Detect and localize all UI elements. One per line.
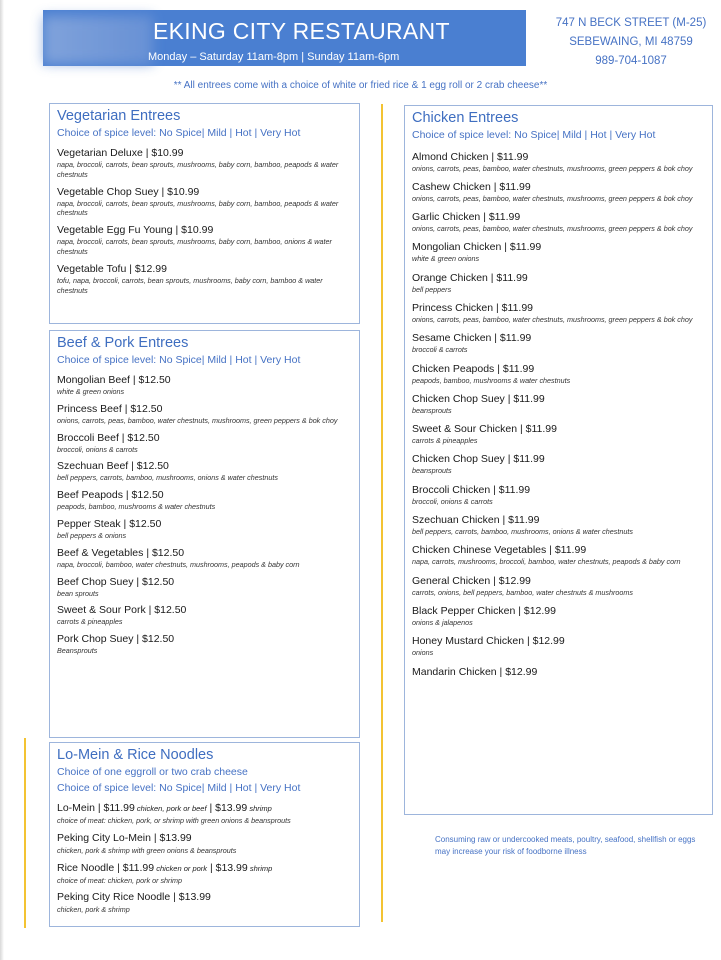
menu-item-description: chicken, pork & shrimp with green onions & beansprouts <box>57 845 237 855</box>
menu-item-name: Sweet & Sour Pork | $12.50 <box>57 604 187 617</box>
menu-item-name <box>57 861 359 876</box>
spice-level-note: Choice of spice level: No Spice| Mild | Hot | Very Hot <box>412 129 656 141</box>
section-title: Lo-Mein & Rice Noodles <box>57 747 214 763</box>
menu-item <box>57 488 359 512</box>
address-line-2: SEBEWAING, MI 48759 <box>569 36 693 48</box>
menu-item-name: Vegetable Egg Fu Young | $10.99 <box>57 224 214 237</box>
meat-option-note: chicken or pork <box>154 863 208 873</box>
menu-item <box>57 402 359 426</box>
meat-option-note: chicken, pork or beef <box>134 804 207 813</box>
menu-item-name <box>57 831 359 846</box>
menu-item-description: carrots, onions, bell peppers, bamboo, water chestnuts & mushrooms <box>412 587 633 597</box>
menu-item-description: onions, carrots, peas, bamboo, water chestnuts, mushrooms, green peppers & bok choy <box>57 415 338 425</box>
menu-item-name: Chicken Chinese Vegetables | $11.99 <box>412 544 587 557</box>
price-text: Peking City Rice Noodle | $13.99 <box>57 891 211 904</box>
menu-item-description: onions, carrots, peas, bamboo, water chestnuts, mushrooms, green peppers & bok choy <box>412 193 693 203</box>
menu-item-name: Mongolian Chicken | $11.99 <box>412 241 542 254</box>
menu-item-name: Black Pepper Chicken | $12.99 <box>412 604 556 617</box>
menu-item-description: choice of meat: chicken, pork or shrimp <box>57 875 183 885</box>
menu-item <box>412 180 712 204</box>
menu-item-name: Garlic Chicken | $11.99 <box>412 211 521 224</box>
menu-item-description: onions & jalapenos <box>412 617 473 627</box>
menu-item-name: Vegetarian Deluxe | $10.99 <box>57 147 184 159</box>
menu-item-description: onions, carrots, peas, bamboo, water chestnuts, mushrooms, green peppers & bok choy <box>412 224 693 234</box>
phone-number: 989-704-1087 <box>595 55 667 67</box>
spice-level-note: Choice of spice level: No Spice| Mild | Hot | Very Hot <box>57 354 301 366</box>
menu-item <box>412 150 712 174</box>
menu-item-description: napa, broccoli, bamboo, water chestnuts, mushrooms, peapods & baby corn <box>57 559 300 569</box>
menu-item-description: napa, carrots, mushrooms, broccoli, bamboo, water chestnuts, peapods & baby corn <box>412 557 681 567</box>
menu-item <box>57 603 359 627</box>
menu-item <box>412 210 712 234</box>
menu-item <box>412 422 712 446</box>
menu-item-description: choice of meat: chicken, pork, or shrimp with green onions & beansprouts <box>57 816 291 825</box>
menu-item <box>57 575 359 599</box>
menu-item-name: Broccoli Beef | $12.50 <box>57 431 160 444</box>
menu-item-name: Sweet & Sour Chicken | $11.99 <box>412 423 557 436</box>
menu-item <box>412 301 712 325</box>
menu-item <box>412 634 712 658</box>
menu-item-name: Vegetable Chop Suey | $10.99 <box>57 185 200 198</box>
menu-item <box>57 185 359 219</box>
menu-item <box>57 517 359 541</box>
menu-item-name: Pepper Steak | $12.50 <box>57 517 162 530</box>
menu-item-name: Almond Chicken | $11.99 <box>412 150 529 163</box>
menu-item-description: peapods, bamboo, mushrooms & water chestnuts <box>57 502 216 512</box>
eggroll-choice-note: Choice of one eggroll or two crab cheese <box>57 766 248 778</box>
price-text: Peking City Lo-Mein | $13.99 <box>57 831 192 844</box>
menu-item-description: onions, carrots, peas, bamboo, water chestnuts, mushrooms, green peppers & bok choy <box>412 314 693 324</box>
menu-item <box>412 331 712 355</box>
menu-item <box>412 574 712 598</box>
business-hours: Monday – Saturday 11am-8pm | Sunday 11am-6pm <box>148 51 400 63</box>
menu-item <box>57 431 359 455</box>
page-edge-shadow <box>0 0 4 960</box>
address-line-1: 747 N BECK STREET (M-25) <box>555 17 707 29</box>
price-text: Rice Noodle | $11.99 <box>57 861 155 874</box>
menu-item-description: tofu, napa, broccoli, carrots, bean sprouts, mushrooms, baby corn, bamboo & water chestnuts <box>57 275 323 295</box>
menu-item-description: onions <box>412 648 434 658</box>
meat-option-note: shrimp <box>247 804 272 813</box>
menu-item-name: Honey Mustard Chicken | $12.99 <box>412 635 565 648</box>
beef-pork-section <box>49 330 360 738</box>
menu-item-name: Beef Chop Suey | $12.50 <box>57 575 175 588</box>
menu-item-name: Sesame Chicken | $11.99 <box>412 332 532 345</box>
blurred-page-label <box>43 16 153 64</box>
menu-item-description: Beansprouts <box>57 646 98 656</box>
menu-item-description: beansprouts <box>412 405 452 415</box>
menu-item-name: Pork Chop Suey | $12.50 <box>57 633 175 646</box>
menu-item <box>412 483 712 507</box>
menu-item <box>412 452 712 476</box>
menu-item-description: onions, carrots, peas, bamboo, water chestnuts, mushrooms, green peppers & bok choy <box>412 163 693 173</box>
menu-item <box>57 890 359 915</box>
section-title: Chicken Entrees <box>412 110 519 126</box>
menu-item-description: broccoli & carrots <box>412 345 468 355</box>
menu-item <box>57 861 359 886</box>
menu-item <box>57 546 359 570</box>
menu-item <box>57 632 359 656</box>
food-safety-note: Consuming raw or undercooked meats, poultry, seafood, shellfish or eggs may increase your risk of foodborne illness <box>435 835 696 856</box>
menu-item-name: Princess Chicken | $11.99 <box>412 301 534 314</box>
menu-item-name: Beef & Vegetables | $12.50 <box>57 546 185 559</box>
price-text: | $13.99 <box>206 802 248 814</box>
menu-item-name: Chicken Chop Suey | $11.99 <box>412 453 545 466</box>
vegetarian-section <box>49 103 360 324</box>
menu-item-name: Princess Beef | $12.50 <box>57 402 163 415</box>
menu-item <box>57 146 359 180</box>
entree-note: ** All entrees come with a choice of white or fried rice & 1 egg roll or 2 crab cheese** <box>173 80 548 91</box>
restaurant-name: EKING CITY RESTAURANT <box>153 18 450 44</box>
menu-item-description: chicken, pork & shrimp <box>57 905 130 915</box>
menu-item-name: Szechuan Beef | $12.50 <box>57 460 169 473</box>
section-title: Vegetarian Entrees <box>57 108 181 124</box>
menu-item <box>57 373 359 397</box>
menu-item-name: General Chicken | $12.99 <box>412 574 531 587</box>
meat-option-note: shrimp <box>247 863 273 873</box>
price-text: | $13.99 <box>207 861 248 874</box>
yellow-divider-right <box>381 104 383 922</box>
menu-item-description: broccoli, onions & carrots <box>412 496 493 506</box>
menu-item <box>412 240 712 264</box>
menu-item <box>57 262 359 296</box>
menu-item-description: napa, broccoli, carrots, bean sprouts, mushrooms, baby corn, bamboo, peapods & water chestnuts <box>57 160 339 179</box>
menu-item-name: Broccoli Chicken | $11.99 <box>412 483 531 496</box>
yellow-divider-left <box>24 738 26 928</box>
menu-item-description: carrots & pineapples <box>57 617 123 627</box>
menu-item-name <box>57 890 359 905</box>
header-banner <box>43 10 526 66</box>
menu-item-name: Chicken Peapods | $11.99 <box>412 362 535 375</box>
menu-item-name: Beef Peapods | $12.50 <box>57 489 164 502</box>
menu-item <box>412 362 712 386</box>
menu-item <box>412 271 712 295</box>
chicken-section <box>404 105 713 815</box>
menu-item <box>412 392 712 416</box>
menu-item-description: peapods, bamboo, mushrooms & water chestnuts <box>412 375 571 385</box>
menu-item <box>412 543 712 567</box>
menu-item-name: Orange Chicken | $11.99 <box>412 271 528 284</box>
menu-item-description: white & green onions <box>57 387 125 396</box>
lomein-section <box>49 742 360 927</box>
menu-item-description: napa, broccoli, carrots, bean sprouts, mushrooms, baby corn, bamboo, onions & water chestnuts <box>57 237 332 256</box>
menu-item <box>412 604 712 628</box>
menu-item-description: beansprouts <box>412 466 452 476</box>
menu-item-name: Szechuan Chicken | $11.99 <box>412 514 540 527</box>
menu-item-description: bell peppers & onions <box>57 530 127 540</box>
menu-item-description: bell peppers, carrots, bamboo, mushrooms, onions & water chestnuts <box>412 527 633 537</box>
menu-item-name: Mandarin Chicken | $12.99 <box>412 665 538 678</box>
menu-item <box>57 831 359 856</box>
menu-item-description: carrots & pineapples <box>412 436 478 446</box>
menu-item <box>57 223 359 257</box>
menu-item-name: Vegetable Tofu | $12.99 <box>57 262 167 275</box>
menu-item-description: bell peppers, carrots, bamboo, mushrooms, onions & water chestnuts <box>57 473 278 483</box>
menu-item-description: bean sprouts <box>57 588 99 598</box>
menu-item-name <box>57 801 359 816</box>
menu-item-description: white & green onions <box>412 254 480 264</box>
section-title: Beef & Pork Entrees <box>57 335 189 351</box>
menu-item-description: broccoli, onions & carrots <box>57 444 138 454</box>
menu-item-name: Cashew Chicken | $11.99 <box>412 180 531 193</box>
menu-item <box>57 801 359 826</box>
menu-item-description: bell peppers <box>412 284 452 294</box>
menu-item-name: Mongolian Beef | $12.50 <box>57 374 171 386</box>
address-block <box>547 14 715 71</box>
menu-item <box>412 665 712 679</box>
menu-item-description: napa, broccoli, carrots, bean sprouts, mushrooms, baby corn, bamboo, peapods & water chestnuts <box>57 198 339 218</box>
menu-item <box>57 459 359 483</box>
spice-level-note: Choice of spice level: No Spice| Mild | Hot | Very Hot <box>57 127 301 139</box>
menu-item <box>412 513 712 537</box>
spice-level-note: Choice of spice level: No Spice| Mild | Hot | Very Hot <box>57 782 301 794</box>
price-text: Lo-Mein | $11.99 <box>57 802 135 814</box>
menu-item-name: Chicken Chop Suey | $11.99 <box>412 392 545 405</box>
